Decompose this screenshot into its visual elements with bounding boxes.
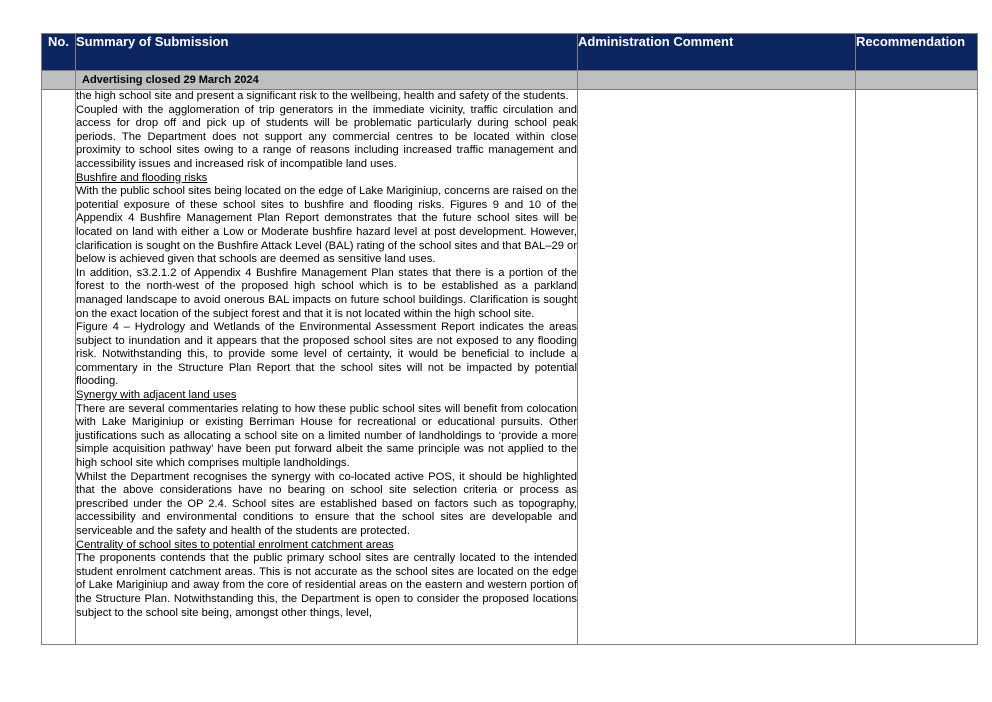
summary-paragraph: The proponents contends that the public primary school sites are centrally located to the intended student enrolment catchment areas. This is not accurate as the school sites are located on the edge of Lake Mariginiup and away from the core of residential areas on the eastern and western portion of the Structure Plan. Notwithstanding this, the Department is open to consider the proposed locations subject to the school site being, amongst other things, level, [76, 552, 577, 619]
subheading-centrality: Centrality of school sites to potential enrolment catchment areas [76, 538, 394, 551]
summary-paragraph: Whilst the Department recognises the synergy with co-located active POS, it should be highlighted that the above considerations have no bearing on school site selection criteria or process as prescribed under the OP 2.4. School sites are established based on factors such as topography, accessibility and environmental conditions to ensure that the school sites are developable and serviceable and the safety and health of the students are protected. [76, 470, 577, 537]
section-admin-cell [578, 71, 856, 90]
header-no: No. [42, 34, 76, 71]
summary-paragraph: There are several commentaries relating to how these public school sites will benefit from colocation with Lake Mariginiup or existing Berriman House for recreational or educational pursuits. Other justifications such as allocating a school site on a limited number of landholdings to ‘provide a more simple acquisition pathway’ have been put forward albeit the same principle was not applied to the high school site which comprises multiple landholdings. [76, 402, 577, 470]
summary-paragraph: the high school site and present a significant risk to the wellbeing, health and safety of the students. [76, 90, 569, 102]
subheading-bushfire-flooding: Bushfire and flooding risks [76, 171, 208, 184]
header-summary: Summary of Submission [76, 34, 578, 71]
section-no-cell [42, 71, 76, 90]
summary-paragraph: Figure 4 – Hydrology and Wetlands of the Environmental Assessment Report indicates the areas subject to inundation and it appears that the proposed school sites are not exposed to any flooding risk. Notwithstanding this, to provide some level of certainty, it would be beneficial to include a commentary in the Structure Plan Report that the school sites will not be impacted by potential flooding. [76, 321, 577, 388]
header-admin-comment: Administration Comment [578, 34, 856, 71]
summary-paragraph: In addition, s3.2.1.2 of Appendix 4 Bushfire Management Plan states that there is a portion of the forest to the north-west of the proposed high school which is to be established as a parkland managed landscape to avoid onerous BAL impacts on future school buildings. Clarification is sought on the exact location of the subject forest and that it is not located within the high school site. [76, 266, 577, 320]
header-row [42, 34, 978, 71]
recommendation-cell [856, 90, 978, 645]
subheading-synergy: Synergy with adjacent land uses [76, 389, 237, 402]
section-rec-cell [856, 71, 978, 90]
header-recommendation: Recommendation [856, 34, 978, 71]
section-row [42, 71, 978, 90]
submission-row [42, 90, 978, 645]
section-label: Advertising closed 29 March 2024 [76, 71, 578, 90]
summary-paragraph: Coupled with the agglomeration of trip generators in the immediate vicinity, traffic circulation and access for drop off and pick up of students will be problematic particularly during school peak periods. The Department does not support any commercial centres to be located within close proximity to school sites owing to a range of reasons including increased traffic management and accessibility issues and increased risk of incompatible land uses. [76, 103, 577, 170]
summary-paragraph: With the public school sites being located on the edge of Lake Mariginiup, concerns are raised on the potential exposure of these school sites to bushfire and flooding risks. Figures 9 and 10 of the Appendix 4 Bushfire Management Plan Report demonstrates that the future school sites will be located on land with either a Low or Moderate bushfire hazard level at post development. However, clarification is sought on the Bushfire Attack Level (BAL) rating of the school sites and that BAL–29 or below is achieved given that schools are deemed as sensitive land uses. [76, 185, 577, 266]
submissions-table [41, 33, 978, 645]
row-no-cell [42, 90, 76, 645]
summary-cell [76, 90, 578, 645]
admin-comment-cell [578, 90, 856, 645]
